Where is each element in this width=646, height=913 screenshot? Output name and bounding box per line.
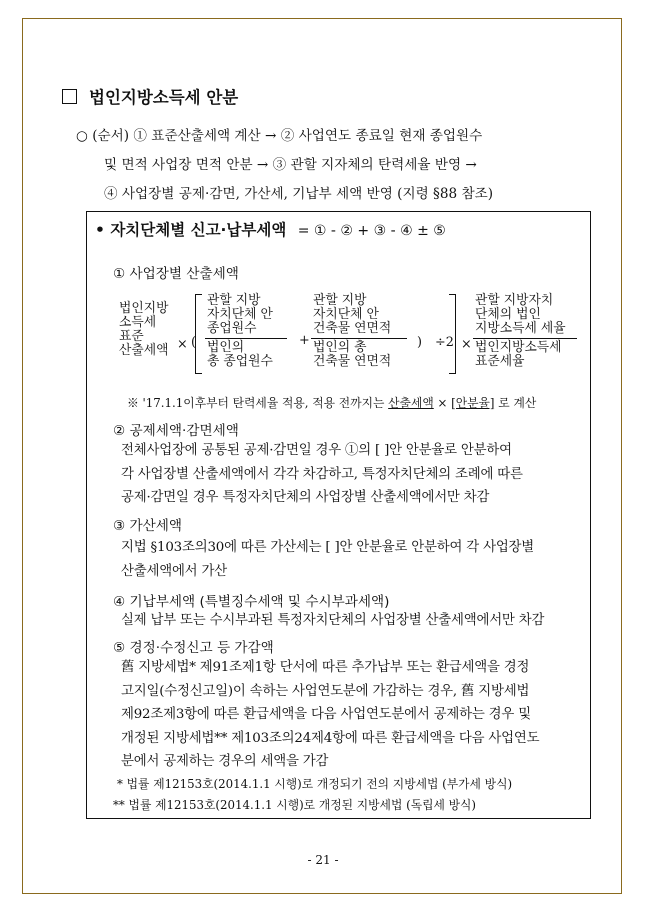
box-title-text: 자치단체별 신고·납부세액	[110, 221, 287, 239]
page-number: - 21 -	[307, 853, 339, 867]
times-sign-1: ×	[177, 337, 188, 352]
footnote-1: * 법률 제12153호(2014.1.1 시행)로 개정되기 전의 지방세법 (부가세 방식)	[117, 777, 513, 791]
section-3-body: 지법 §103조의30에 따른 가산세는 [ ]안 안분율로 안분하여 각 사업장별 산출세액에서 가산	[121, 540, 535, 579]
section-4-body: 실제 납부 또는 수시부과된 특정자치단체의 사업장별 산출세액에서만 차감	[121, 613, 545, 628]
note-underline-1: 산출세액	[388, 396, 434, 410]
footnote-2: ** 법률 제12153호(2014.1.1 시행)로 개정된 지방세법 (독립세 방식)	[113, 798, 477, 812]
section-heading	[62, 84, 238, 108]
formula-left-4: 산출세액	[119, 343, 169, 358]
tax-calculation-box	[86, 211, 591, 819]
rate-note: ※ '17.1.1이후부터 탄력세율 적용, 적용 전까지는 산출세액 × [안분율] 로 계산	[127, 396, 537, 410]
circle-bullet: ○	[76, 128, 88, 144]
formula-left-3: 표준	[119, 329, 144, 344]
plus-sign: +	[299, 333, 310, 348]
section-1-title: ① 사업장별 산출세액	[113, 266, 239, 282]
num1-line-3: 종업원수	[207, 321, 257, 336]
times-sign-2: ×	[461, 337, 472, 352]
section-5-body: 舊 지방세법* 제91조제1항 단서에 따른 추가납부 또는 환급세액을 경정 고지일(수정신고일)이 속하는 사업연도분에 가감하는 경우, 舊 지방세법 제92조제3항에 따른 환급세액을 다음 사업연도분에서 공제하는 경우 및 개정된 지방세법** 제103조의24제4항에 따른 환급세액을 다음 사업연도 분에서 공제하는 경우의 세액을 가감	[121, 660, 540, 769]
fraction-bar-2	[311, 338, 407, 339]
den2-line-2: 건축물 연면적	[313, 354, 392, 369]
formula-left-1: 법인지방	[119, 301, 169, 316]
section-2-body: 전체사업장에 공통된 공제·감면일 경우 ①의 [ ]안 안분율로 안분하여 각 사업장별 산출세액에서 각각 차감하고, 특정자치단체의 조례에 따른 공제·감면일 경우 특정자치단체의 사업장별 산출세액에서만 차감	[121, 443, 523, 505]
num2-line-3: 건축물 연면적	[313, 321, 392, 336]
num1-line-1: 관할 지방	[207, 293, 261, 308]
section-3-title: ③ 가산세액	[113, 518, 183, 534]
num1-line-2: 자치단체 안	[207, 307, 273, 322]
rate-num-line-2: 단체의 법인	[475, 307, 541, 322]
box-title-formula: = ① - ② + ③ - ④ ± ⑤	[297, 223, 446, 239]
formula-left-2: 소득세	[119, 315, 157, 330]
heading-text: 법인지방소득세 안분	[89, 88, 239, 107]
note-underline-2: [안분율]	[451, 396, 495, 410]
fraction-bar-1	[205, 338, 287, 339]
paren-open: (	[191, 335, 196, 350]
rate-num-line-1: 관할 지방자치	[475, 293, 554, 308]
section-2-title: ② 공제세액·감면세액	[113, 423, 239, 439]
intro-line-1: ○ (순서) ① 표준산출세액 계산 → ② 사업연도 종료일 현재 종업원수	[76, 128, 483, 144]
section-4-title: ④ 기납부세액 (특별징수세액 및 수시부과세액)	[113, 594, 390, 610]
right-bracket	[449, 294, 456, 374]
rate-den-line-1: 법인지방소득세	[475, 340, 562, 355]
rate-den-line-2: 표준세율	[475, 354, 525, 369]
section-5-title: ⑤ 경정·수정신고 등 가감액	[113, 640, 274, 656]
title-bullet: •	[95, 221, 105, 239]
den2-line-1: 법인의 총	[313, 340, 367, 355]
box-title	[95, 218, 446, 240]
divide-by-two: ÷2	[435, 335, 454, 350]
intro-line-3: ④ 사업장별 공제·감면, 가산세, 기납부 세액 반영 (지령 §88 참조)	[104, 186, 494, 202]
intro-paragraph	[76, 122, 596, 209]
left-bracket	[195, 294, 202, 374]
intro-line-2: 및 면적 사업장 면적 안분 → ③ 관할 지자체의 탄력세율 반영 →	[104, 157, 477, 173]
den1-line-2: 총 종업원수	[207, 354, 273, 369]
fraction-bar-3	[473, 338, 577, 339]
num2-line-1: 관할 지방	[313, 293, 367, 308]
formula-diagram	[87, 292, 592, 382]
paren-close: )	[417, 335, 422, 350]
checkbox-square-icon	[62, 89, 77, 104]
rate-num-line-3: 지방소득세 세율	[475, 321, 566, 336]
den1-line-1: 법인의	[207, 340, 245, 355]
num2-line-2: 자치단체 안	[313, 307, 379, 322]
